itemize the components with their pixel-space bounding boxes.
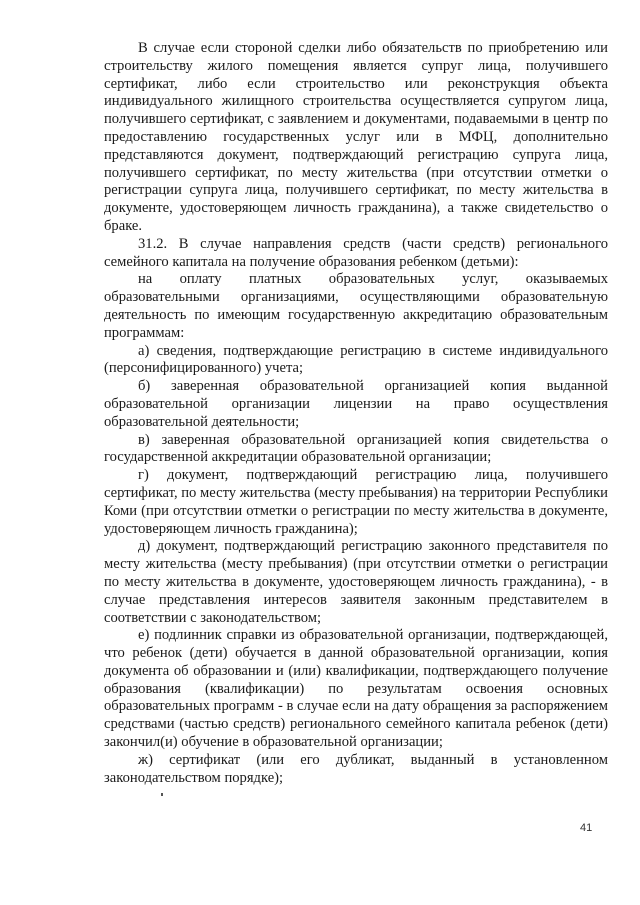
list-item-b: б) заверенная образовательной организацией копия выданной образовательной организации лицензии на право осуществления образовательной деятельности; <box>104 378 608 430</box>
list-item-v: в) заверенная образовательной организацией копия свидетельства о государственной аккредитации образовательной организации; <box>104 431 608 466</box>
scan-speck <box>161 793 163 796</box>
list-item-a: а) сведения, подтверждающие регистрацию в системе индивидуального (персонифицированного) учета; <box>104 342 608 377</box>
document-body <box>104 40 608 787</box>
list-item-e: е) подлинник справки из образовательной организации, подтверждающей, что ребенок (дети) обучается в данной образовательной организации, копия документа об образовании и (или) квалификации, подтверждающего получение образования (квалификации) по результатам освоения основных образовательных программ - в случае если на дату обращения за распоряжением средствами (частью средств) регионального семейного капитала ребенок (дети) закончил(и) обучение в образовательной организации; <box>104 627 608 751</box>
list-item-d: д) документ, подтверждающий регистрацию законного представителя по месту жительства (месту пребывания) (при отсутствии отметки о регистрации по месту жительства в документе, удостоверяющем личность гражданина), - в случае представления интересов заявителя законным представителем в соответствии с законодательством; <box>104 538 608 626</box>
paragraph-spouse-documents: В случае если стороной сделки либо обязательств по приобретению или строительству жилого помещения является супруг лица, получившего сертификат, либо если строительство или реконструкция объекта индивидуального жилищного строительства осуществляется супругом лица, получившего сертификат, с заявлением и документами, подаваемыми в центр по предоставлению государственных услуг или в МФЦ, дополнительно представляются документ, подтверждающий регистрацию супруга лица, получившего сертификат, по месту жительства (при отсутствии отметки о регистрации супруга лица, получившего сертификат, по месту жительства в документе, удостоверяющем личность гражданина), а также свидетельство о браке. <box>104 40 608 234</box>
paragraph-31-2: 31.2. В случае направления средств (части средств) регионального семейного капитала на получение образования ребенком (детьми): <box>104 235 608 270</box>
page-number: 41 <box>580 822 593 834</box>
list-item-zh: ж) сертификат (или его дубликат, выданный в установленном законодательством порядке); <box>104 751 608 786</box>
list-item-g: г) документ, подтверждающий регистрацию лица, получившего сертификат, по месту жительства (месту пребывания) на территории Республики Коми (при отсутствии отметки о регистрации по месту жительства в документе, удостоверяющем личность гражданина); <box>104 467 608 537</box>
paragraph-paid-education: на оплату платных образовательных услуг, оказываемых образовательными организациями, осуществляющими образовательную деятельность по имеющим государственную аккредитацию образовательным программам: <box>104 271 608 341</box>
